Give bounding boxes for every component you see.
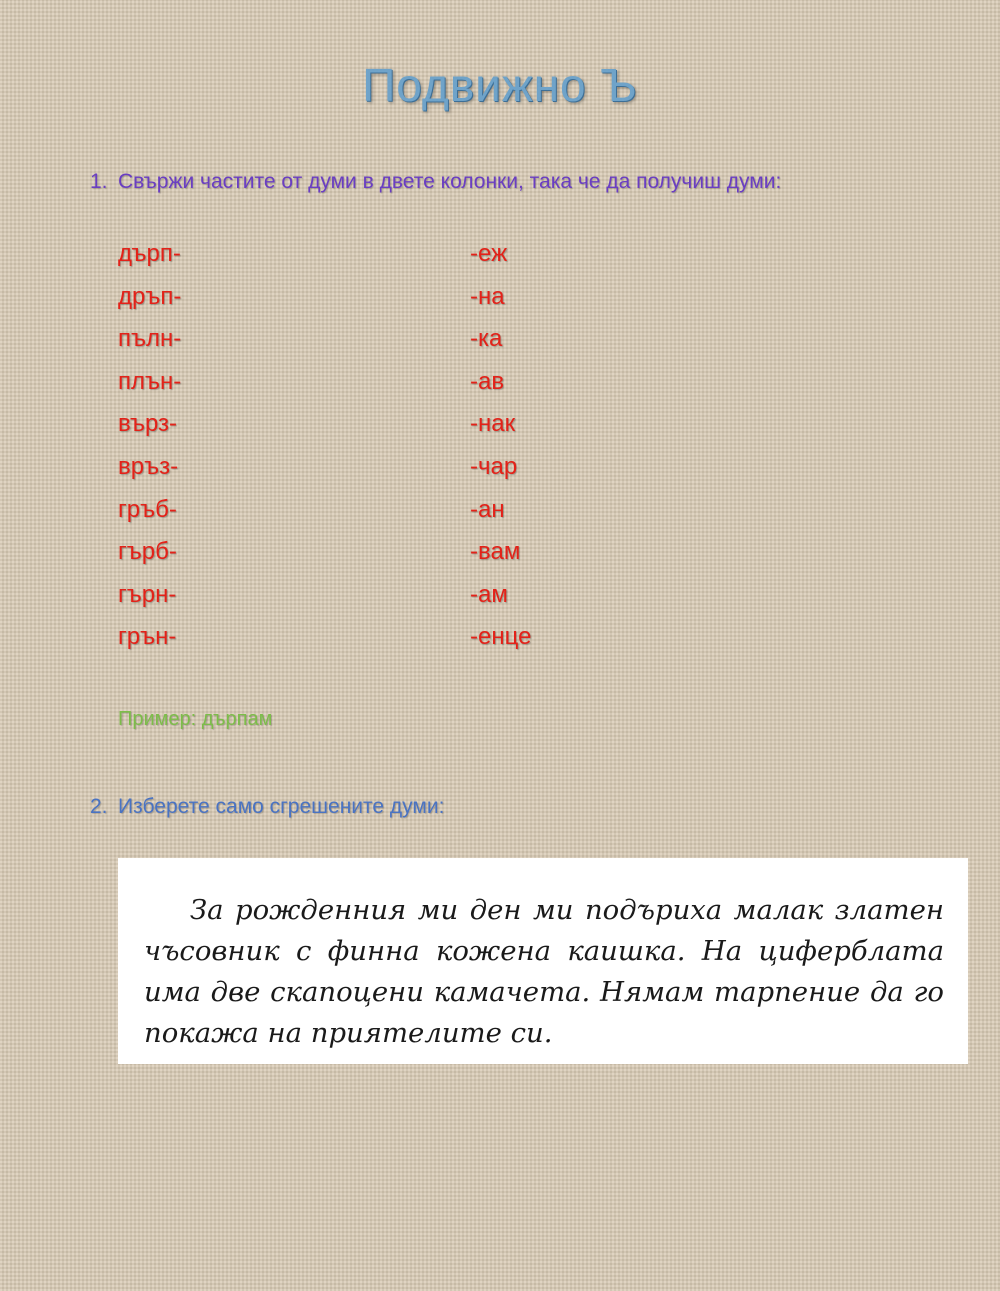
right-word-part[interactable]: -еж [470,240,508,267]
task-1-number: 1. [90,170,108,193]
left-word-part[interactable]: гърн- [118,580,177,608]
right-word-part[interactable]: -енце [470,623,532,651]
left-column [118,238,181,664]
left-word-part[interactable]: дърп- [118,240,181,267]
passage-box [118,858,968,1064]
left-word-part[interactable]: гръб- [118,495,177,523]
task-2-text: Изберете само сгрешените думи: [118,795,445,818]
left-word-part[interactable]: пълн- [118,325,182,353]
right-word-part[interactable]: -ам [470,580,508,608]
page-title: Подвижно Ъ [362,59,638,111]
left-word-part[interactable]: дръп- [118,282,182,310]
right-word-part[interactable]: -ан [470,495,505,523]
right-word-part[interactable]: -ка [470,325,503,353]
task-1-instruction [90,170,781,194]
right-word-part[interactable]: -на [470,282,505,310]
left-word-part[interactable]: грън- [118,623,177,651]
left-word-part[interactable]: гърб- [118,538,177,566]
right-column [470,238,531,664]
left-word-part[interactable]: плън- [118,367,182,395]
right-word-part[interactable]: -чар [470,452,518,480]
example-text: Пример: дърпам [118,708,273,730]
right-word-part[interactable]: -нак [470,410,516,438]
task-2-instruction [90,795,444,819]
left-word-part[interactable]: върз- [118,410,178,438]
task-2-number: 2. [90,795,108,818]
left-word-part[interactable]: връз- [118,452,179,480]
passage-text[interactable]: За рожденния ми ден ми подъриха малак златен чъсовник с финна кожена каишка. На циферблата има две скапоцени камачета. Нямам тарпение да го покажа на приятелите си. [144,894,944,1049]
right-word-part[interactable]: -вам [470,538,521,566]
right-word-part[interactable]: -ав [470,367,505,395]
task-1-text: Свържи частите от думи в двете колонки, така че да получиш думи: [118,170,782,193]
